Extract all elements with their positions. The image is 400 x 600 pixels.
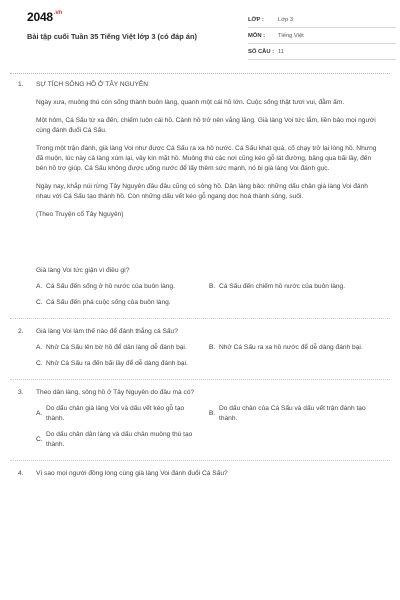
worksheet-content [18, 80, 382, 479]
meta-value[interactable]: Lớp 3 [278, 16, 294, 23]
answer-option-b[interactable] [209, 343, 382, 353]
option-text: Nhử Cá Sấu ra đến bãi lầy để dễ dàng đánh bại. [46, 360, 188, 367]
option-letter: B. [209, 344, 216, 351]
meta-row-subject [248, 28, 396, 44]
option-letter: C. [36, 299, 43, 306]
option-text: Nhử Cá Sấu lên bờ hồ để dân làng dễ đánh bại. [46, 344, 187, 351]
meta-value: 11 [278, 48, 285, 55]
passage-paragraph: Ngày nay, khắp núi rừng Tây Nguyên đâu đâu cũng có sông hồ. Dân làng bảo: những dấu chân già làng Voi đánh nhau với Cá Sấu tạo thành hồ. Còn những dấu vết kéo gỗ ngang dọc hoá thành sông, suối. [36, 183, 368, 200]
option-text: Do dấu chân già làng Voi và dấu vết kéo gỗ tạo thành. [46, 405, 185, 422]
header-divider [10, 73, 390, 74]
question-block [18, 469, 382, 479]
question-divider [10, 318, 390, 319]
answer-option-c[interactable] [36, 359, 209, 369]
question-heading [18, 327, 382, 337]
document-title: Bài tập cuối Tuần 35 Tiếng Việt lớp 3 (có đáp án) [27, 32, 197, 41]
meta-table [248, 12, 396, 60]
question-text: Già làng Voi tức giận vì điều gì? [36, 267, 130, 274]
option-text: Do dấu chân dân làng và dấu chân muông thú tạo thành. [46, 431, 193, 448]
answer-option-b[interactable] [209, 404, 382, 424]
answer-option-a[interactable] [36, 282, 209, 292]
question-heading [18, 388, 382, 398]
question-text: Già làng Voi làm thế nào để đánh thắng cá Sấu? [36, 328, 178, 335]
meta-row-count [248, 44, 396, 60]
question-number: 2. [18, 328, 24, 335]
question-divider [10, 460, 390, 461]
question-block [18, 327, 382, 375]
question-number: 1. [18, 81, 24, 88]
meta-key: SỐ CÂU : [248, 48, 275, 55]
question-divider [10, 379, 390, 380]
logo-text: 2048 [27, 10, 53, 24]
option-letter: C. [36, 360, 43, 367]
passage-paragraph: Ngày xưa, muông thú còn sống thành buôn làng, quanh một cái hồ lớn. Cuộc sống thật tươi vui, đằm ấm. [36, 99, 345, 106]
option-text: Cá Sấu đến sống ở hồ nước của buôn làng. [46, 283, 175, 290]
passage-paragraph: Trong một trận đánh, già làng Voi như được Cá Sấu ra xa hồ nước. Cá Sấu khát quá, cố chạy trở lại lòng hồ. Nhưng đã muộn, lúc này cả làng xúm lại, vây kín mặt hồ. Muông thú các nơi cũng kéo gỗ lát đường, băng qua bãi lầy, đến bên hồ trợ giúp. Cá Sấu không được uống nước để lấy thêm sức mạnh, nó bị già làng Voi đánh gục. [36, 145, 377, 172]
answer-option-a[interactable] [36, 404, 209, 424]
option-letter: C. [36, 436, 43, 443]
page-header [10, 0, 390, 66]
question-block [18, 266, 382, 314]
answer-option-c[interactable] [36, 430, 209, 450]
answer-option-a[interactable] [36, 343, 209, 353]
meta-value[interactable]: Tiếng Việt [278, 32, 304, 39]
meta-row-grade [248, 12, 396, 28]
answer-options [36, 404, 382, 456]
site-logo[interactable] [27, 10, 62, 24]
logo-tld: .vn [53, 10, 62, 16]
passage-paragraph: Một hôm, Cá Sấu từ xa đến, chiếm luôn cái hồ. Cảnh hồ trở nên vắng lặng. Già làng Voi tức lắm, liền bảo mọi người cùng đánh đuổi Cá Sấu. [36, 117, 376, 134]
option-letter: A. [36, 283, 43, 290]
question-block [18, 388, 382, 456]
option-text: Nhử Cá Sấu ra xa hồ nước để dễ dàng đánh bại. [219, 344, 363, 351]
option-text: Cá Sấu đến chiếm hồ nước của buôn làng. [219, 283, 346, 290]
meta-key: MÔN : [248, 32, 266, 39]
option-letter: B. [209, 410, 216, 417]
passage-heading [18, 80, 382, 90]
option-letter: A. [36, 410, 43, 417]
question-number: 4. [18, 470, 24, 477]
question-heading [18, 469, 382, 479]
option-text: Do dấu chân của Cá Sấu và dấu vết trận đánh tạo thành. [219, 405, 366, 422]
option-letter: A. [36, 344, 43, 351]
answer-option-c[interactable] [36, 298, 382, 308]
passage-source: (Theo Truyện cổ Tây Nguyên) [36, 211, 124, 218]
answer-options [36, 343, 382, 375]
answer-option-b[interactable] [209, 282, 382, 292]
option-text: Cá Sấu đến phá cuộc sống của buôn làng. [46, 299, 171, 306]
question-text: Vì sao mọi người đồng lòng cùng già làng Voi đánh đuổi Cá Sấu? [36, 470, 228, 477]
question-text: Theo dân làng, sông hồ ở Tây Nguyên do đâu mà có? [36, 389, 195, 396]
answer-options [36, 282, 382, 314]
question-number: 3. [18, 389, 24, 396]
option-letter: B. [209, 283, 216, 290]
meta-key: LỚP : [248, 16, 264, 23]
passage-title: SỰ TÍCH SÔNG HỒ Ở TÂY NGUYÊN [36, 81, 149, 88]
